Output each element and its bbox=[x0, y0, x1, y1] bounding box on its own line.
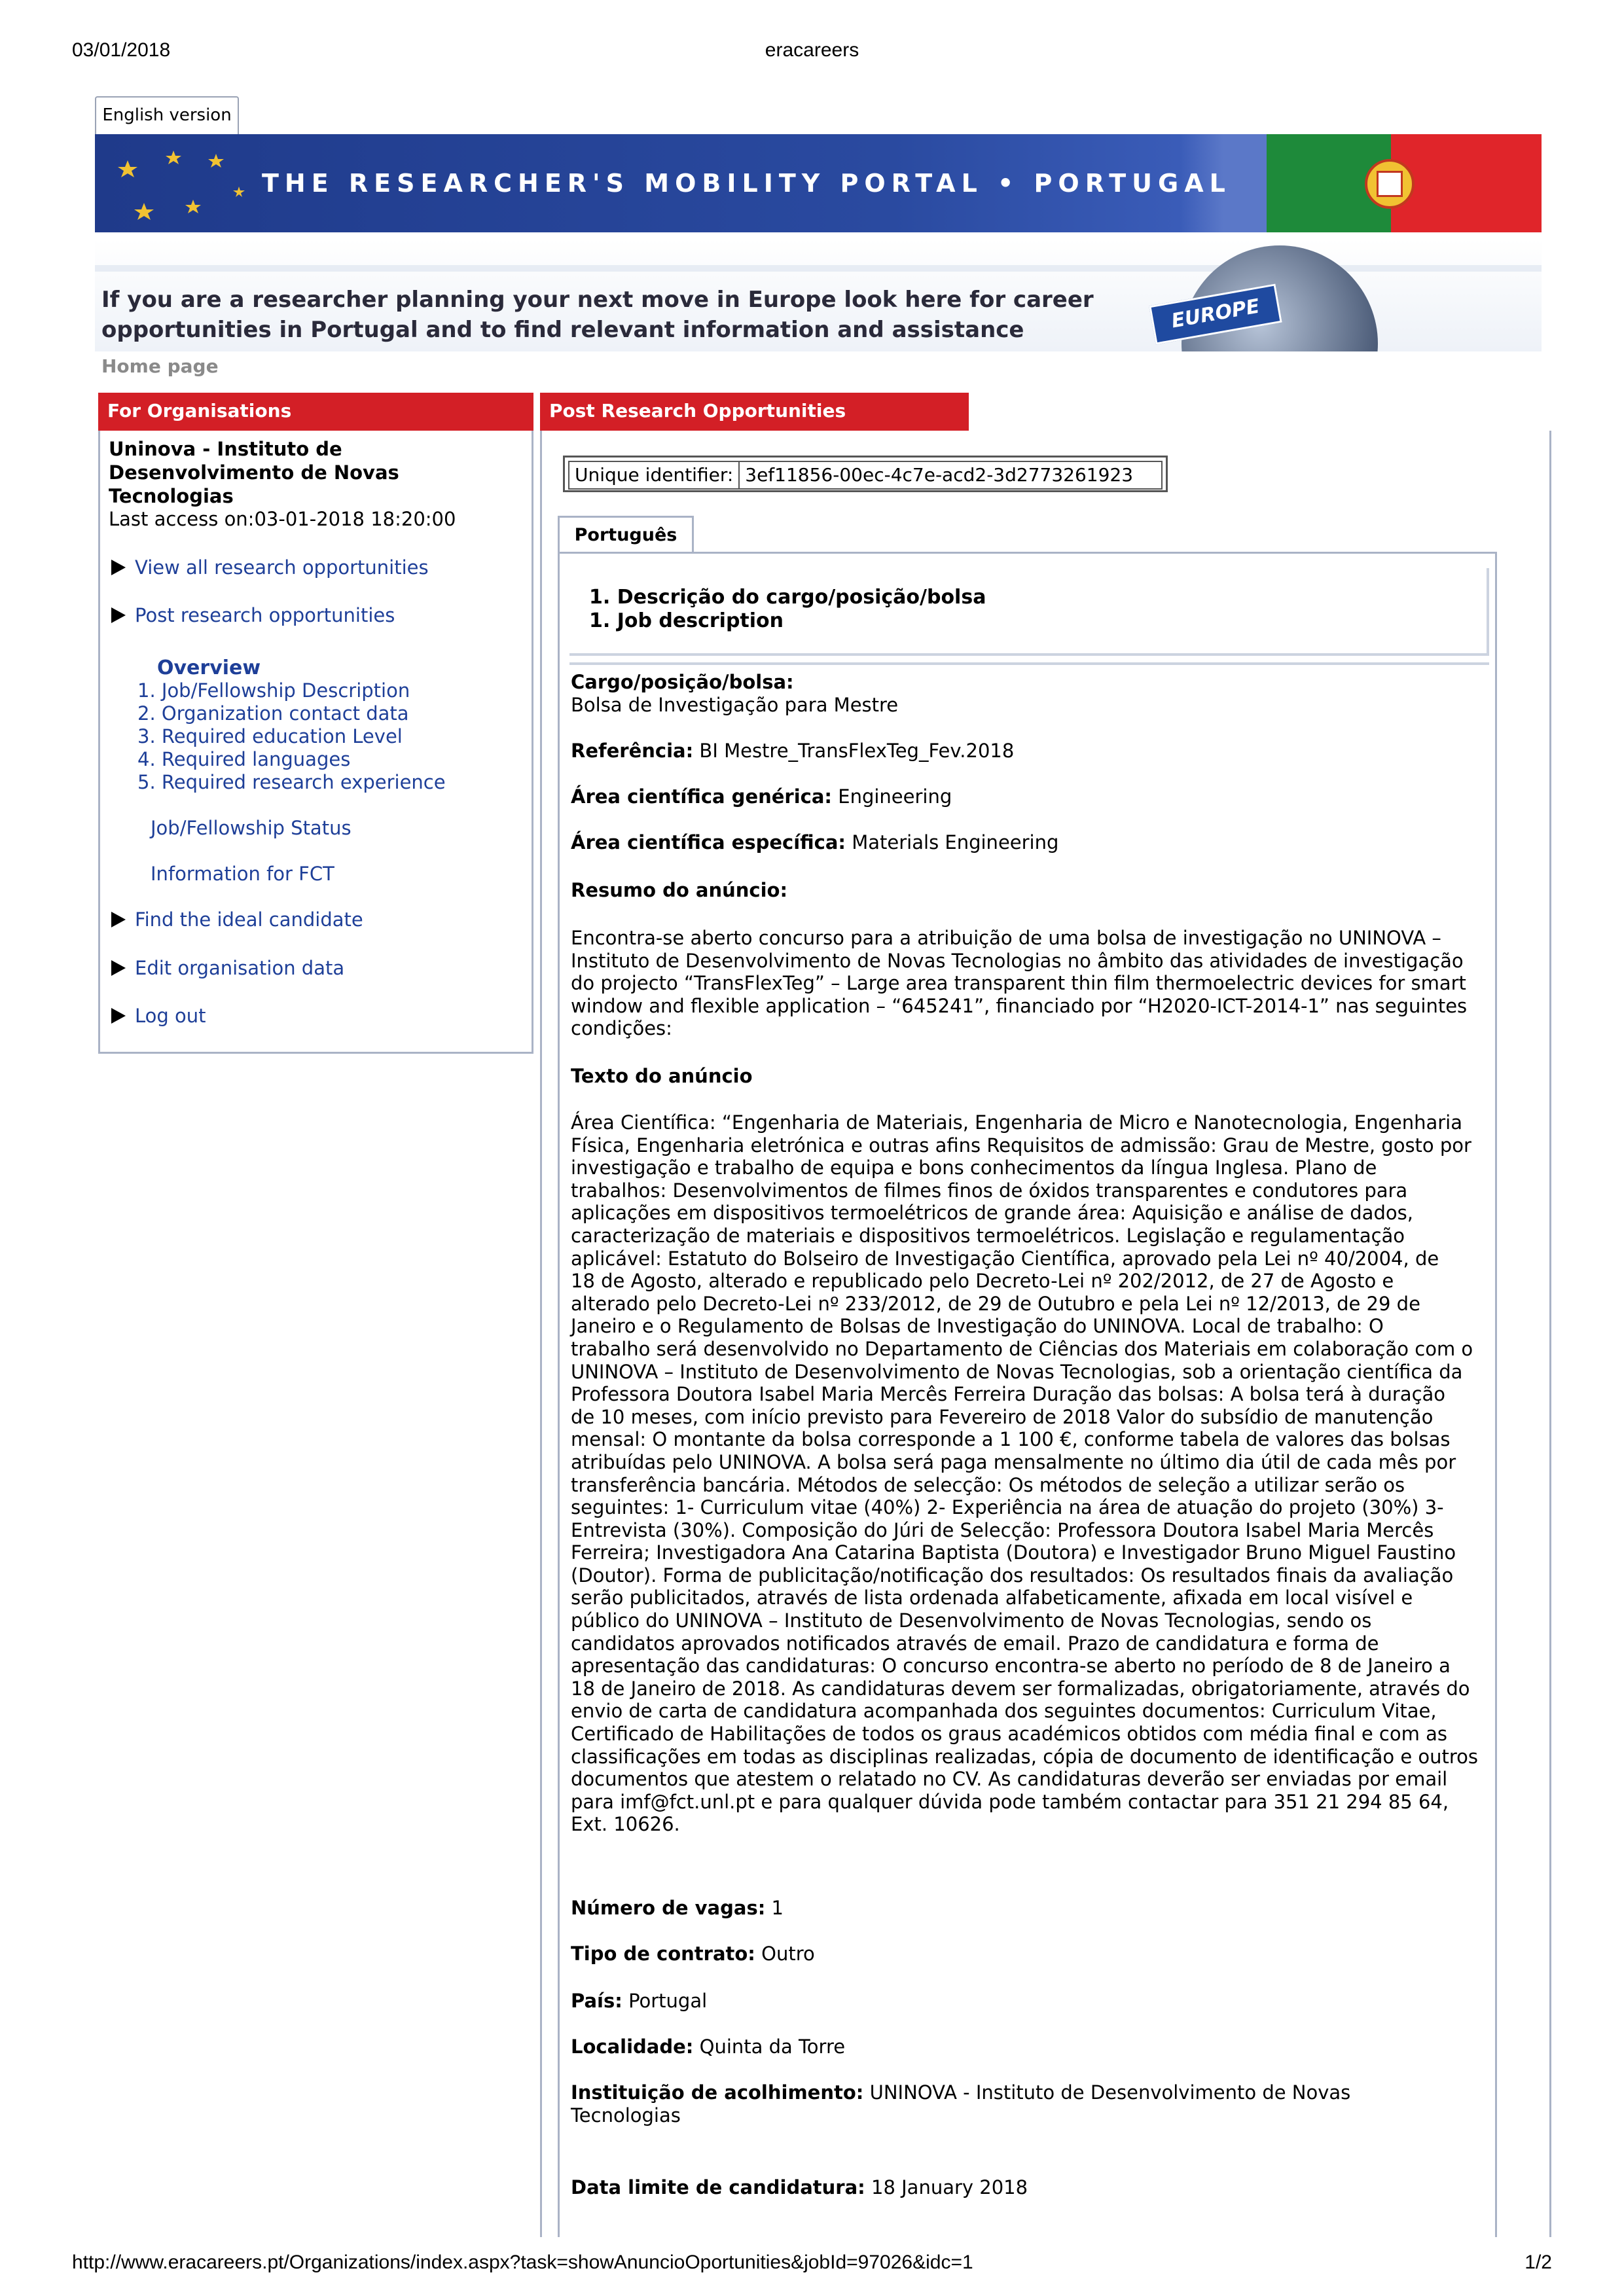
texto-line: aplicações em dispositivos termoelétricos de grande área: Aquisição e análise de dados, bbox=[571, 1202, 1413, 1225]
eu-stars-icon bbox=[108, 141, 278, 226]
texto-line: Janeiro e o Regulamento de Bolsas de Investigação do UNINOVA. Local de trabalho: O bbox=[571, 1315, 1384, 1338]
info-banner bbox=[95, 239, 1542, 351]
texto-line: UNINOVA – Instituto de Desenvolvimento de Novas Tecnologias, sob a orientação científica da bbox=[571, 1360, 1463, 1383]
texto-line: documentos que atestem o relatado no CV. As candidaturas deverão ser enviadas por email bbox=[571, 1768, 1448, 1791]
field-cargo: Cargo/posição/bolsa: Bolsa de Investigação para Mestre bbox=[571, 671, 899, 716]
overview-item-languages[interactable]: 4. Required languages bbox=[137, 748, 351, 770]
overview-item-education-level[interactable]: 3. Required education Level bbox=[137, 725, 403, 747]
texto-line: apresentação das candidaturas: O concurso encontra-se aberto no período de 8 de Janeiro a bbox=[571, 1655, 1451, 1677]
field-data-limite: Data limite de candidatura: 18 January 2018 bbox=[571, 2176, 1028, 2198]
field-pais: País: Portugal bbox=[571, 1990, 708, 2012]
banner-title: THE RESEARCHER'S MOBILITY PORTAL • PORTUGAL bbox=[262, 169, 1231, 198]
texto-line: transferência bancária. Métodos de selecção: Os métodos de seleção a utilizar serão os bbox=[571, 1473, 1405, 1496]
nav-post-opportunities[interactable]: Post research opportunities bbox=[111, 604, 395, 626]
texto-line: 18 de Agosto, alterado e republicado pelo Decreto-Lei nº 202/2012, de 27 de Agosto e bbox=[571, 1270, 1394, 1293]
portal-banner bbox=[95, 134, 1542, 232]
field-area-especifica: Área científica específica: Materials Engineering bbox=[571, 831, 1059, 853]
texto-line: candidatos aprovados notificados através de email. Prazo de candidatura e forma de bbox=[571, 1632, 1379, 1655]
divider bbox=[569, 662, 1489, 665]
nav-log-out[interactable]: Log out bbox=[111, 1005, 206, 1027]
field-referencia: Referência: BI Mestre_TransFlexTeg_Fev.2018 bbox=[571, 740, 1015, 762]
arrow-icon bbox=[111, 607, 126, 623]
texto-line: atribuídas pelo UNINOVA. A bolsa será paga mensalmente no último dia útil de cada mês por bbox=[571, 1450, 1456, 1473]
texto-line: classificações em todas as disciplinas realizadas, cópia de documento de identificação e outros bbox=[571, 1745, 1479, 1768]
field-instituicao: Instituição de acolhimento: UNINOVA - Instituto de Desenvolvimento de Novas Tecnologias bbox=[571, 2081, 1351, 2126]
arrow-icon bbox=[111, 960, 126, 976]
print-footer bbox=[72, 2251, 1552, 2278]
texto-line: caracterização de materiais e dispositivos termoelétricos. Legislação e regulamentação bbox=[571, 1224, 1405, 1247]
texto-line: 18 de Janeiro de 2018. As candidaturas devem ser formalizadas, obrigatoriamente, através do bbox=[571, 1677, 1470, 1700]
texto-line: serão publicitados, através de lista ordenada alfabeticamente, afixada em local visível e bbox=[571, 1587, 1413, 1609]
unique-identifier-box bbox=[563, 456, 1168, 492]
arrow-icon bbox=[111, 912, 126, 927]
europe-badge: EUROPE bbox=[1149, 283, 1282, 344]
print-title: eracareers bbox=[765, 39, 859, 61]
texto-line: de 10 meses, com início previsto para Fevereiro de 2018 Valor do subsídio de manutenção bbox=[571, 1405, 1434, 1428]
texto-line: Entrevista (30%). Composição do Júri de Selecção: Professora Doutora Isabel Maria Mercês bbox=[571, 1518, 1434, 1541]
portugal-flag-icon bbox=[1267, 134, 1542, 232]
texto-line: público do UNINOVA – Instituto de Desenvolvimento de Novas Tecnologias, sendo os bbox=[571, 1609, 1372, 1632]
texto-line: mensal: O montante da bolsa corresponde a 1 100 €, conforme tabela de valores das bolsas bbox=[571, 1428, 1451, 1451]
job-fellowship-status-link[interactable]: Job/Fellowship Status bbox=[151, 817, 352, 839]
nav-view-all-opportunities[interactable]: View all research opportunities bbox=[111, 556, 429, 579]
texto-line: Professora Doutora Isabel Maria Mercês Ferreira Duração das bolsas: A bolsa terá à duração bbox=[571, 1383, 1446, 1406]
texto-line: Física, Engenharia eletrónica e outras afins Requisitos de admissão: Grau de Mestre, gosto por bbox=[571, 1134, 1471, 1157]
texto-line: trabalho será desenvolvido no Departamento de Ciências dos Materiais em colaboração com o bbox=[571, 1337, 1473, 1360]
section-header bbox=[569, 568, 1489, 656]
texto-line: Área Científica: “Engenharia de Materiais, Engenharia de Micro e Nanotecnologia, Engenharia bbox=[571, 1111, 1463, 1134]
section-title-en: 1. Job description bbox=[589, 609, 784, 632]
print-date: 03/01/2018 bbox=[72, 39, 171, 61]
overview-item-contact-data[interactable]: 2. Organization contact data bbox=[137, 702, 409, 725]
texto-line: envio de carta de candidatura acompanhada dos seguintes documentos: Curriculum Vitae, bbox=[571, 1700, 1437, 1723]
arrow-icon bbox=[111, 1008, 126, 1024]
texto-line: trabalhos: Desenvolvimentos de filmes finos de óxidos transparentes e condutores para bbox=[571, 1179, 1408, 1202]
overview-item-job-description[interactable]: 1. Job/Fellowship Description bbox=[137, 679, 410, 702]
post-research-header: Post Research Opportunities bbox=[540, 393, 969, 431]
unique-identifier-value: 3ef11856-00ec-4c7e-acd2-3d2773261923 bbox=[745, 464, 1134, 486]
field-localidade: Localidade: Quinta da Torre bbox=[571, 2036, 846, 2058]
resumo-text: Encontra-se aberto concurso para a atribuição de uma bolsa de investigação no UNINOVA – Instituto de Desenvolvimento de Novas Tecnologias no âmbito das atividades de investigação do projecto “TransFlexTeg” – Large area transparent thin film thermoelectric devices for smart window and flexible application – “645241”, financiado por “H2020-ICT-2014-1” nas seguintes condições: bbox=[571, 927, 1468, 1040]
print-url: http://www.eracareers.pt/Organizations/index.aspx?task=showAnuncioOportunities&jobId=97026&idc=1 bbox=[72, 2251, 973, 2273]
information-fct-link[interactable]: Information for FCT bbox=[151, 863, 334, 885]
texto-line: seguintes: 1- Curriculum vitae (40%) 2- Experiência na área de atuação do projeto (30%) 3- bbox=[571, 1496, 1444, 1519]
nav-edit-organisation[interactable]: Edit organisation data bbox=[111, 957, 344, 979]
texto-line: alterado pelo Decreto-Lei nº 233/2012, de 29 de Outubro e pela Lei nº 12/2013, de 29 de bbox=[571, 1292, 1420, 1315]
section-title-pt: 1. Descrição do cargo/posição/bolsa bbox=[589, 586, 986, 609]
texto-line: Certificado de Habilitações de todos os graus académicos obtidos com média final e com as bbox=[571, 1723, 1447, 1746]
texto-line: aplicável: Estatuto do Bolseiro de Investigação Científica, aprovado pela Lei nº 40/2004, de bbox=[571, 1247, 1439, 1270]
info-banner-text: If you are a researcher planning your next move in Europe look here for career opportunities in Portugal and to find relevant information and assistance bbox=[101, 287, 1094, 343]
home-page-link[interactable]: Home page bbox=[101, 355, 219, 377]
texto-line: (Doutor). Forma de publicitação/notificação dos resultados: Os resultados finais da avaliação bbox=[571, 1564, 1454, 1587]
organisation-name: Uninova - Instituto de Desenvolvimento de Novas Tecnologias bbox=[109, 438, 399, 507]
texto-line: Ext. 10626. bbox=[571, 1813, 680, 1836]
print-page-number: 1/2 bbox=[1525, 2251, 1552, 2273]
tab-portugues[interactable]: Português bbox=[558, 516, 694, 554]
nav-find-candidate[interactable]: Find the ideal candidate bbox=[111, 908, 363, 931]
texto-anuncio bbox=[571, 1111, 1494, 1836]
field-area-generica: Área científica genérica: Engineering bbox=[571, 785, 952, 808]
texto-line: para imf@fct.unl.pt e para qualquer dúvida pode também contactar para 351 21 294 85 64, bbox=[571, 1790, 1449, 1813]
field-texto-label: Texto do anúncio bbox=[571, 1065, 753, 1087]
overview-item-research-experience[interactable]: 5. Required research experience bbox=[137, 771, 446, 793]
print-header bbox=[72, 39, 1552, 65]
arrow-icon bbox=[111, 560, 126, 575]
texto-line: investigação e trabalho de equipa e bons conhecimentos da língua Inglesa. Plano de bbox=[571, 1157, 1377, 1179]
english-version-tab[interactable]: English version bbox=[95, 96, 239, 134]
field-tipo-contrato: Tipo de contrato: Outro bbox=[571, 1943, 815, 1965]
overview-title: Overview bbox=[157, 656, 261, 679]
for-organisations-header: For Organisations bbox=[98, 393, 533, 431]
field-numero-vagas: Número de vagas: 1 bbox=[571, 1897, 784, 1919]
field-resumo-label: Resumo do anúncio: bbox=[571, 879, 788, 901]
last-access: Last access on:03-01-2018 18:20:00 bbox=[109, 508, 456, 530]
unique-identifier-label: Unique identifier: bbox=[569, 462, 740, 488]
texto-line: Ferreira; Investigadora Ana Catarina Baptista (Doutora) e Investigador Bruno Miguel Faustino bbox=[571, 1541, 1456, 1564]
